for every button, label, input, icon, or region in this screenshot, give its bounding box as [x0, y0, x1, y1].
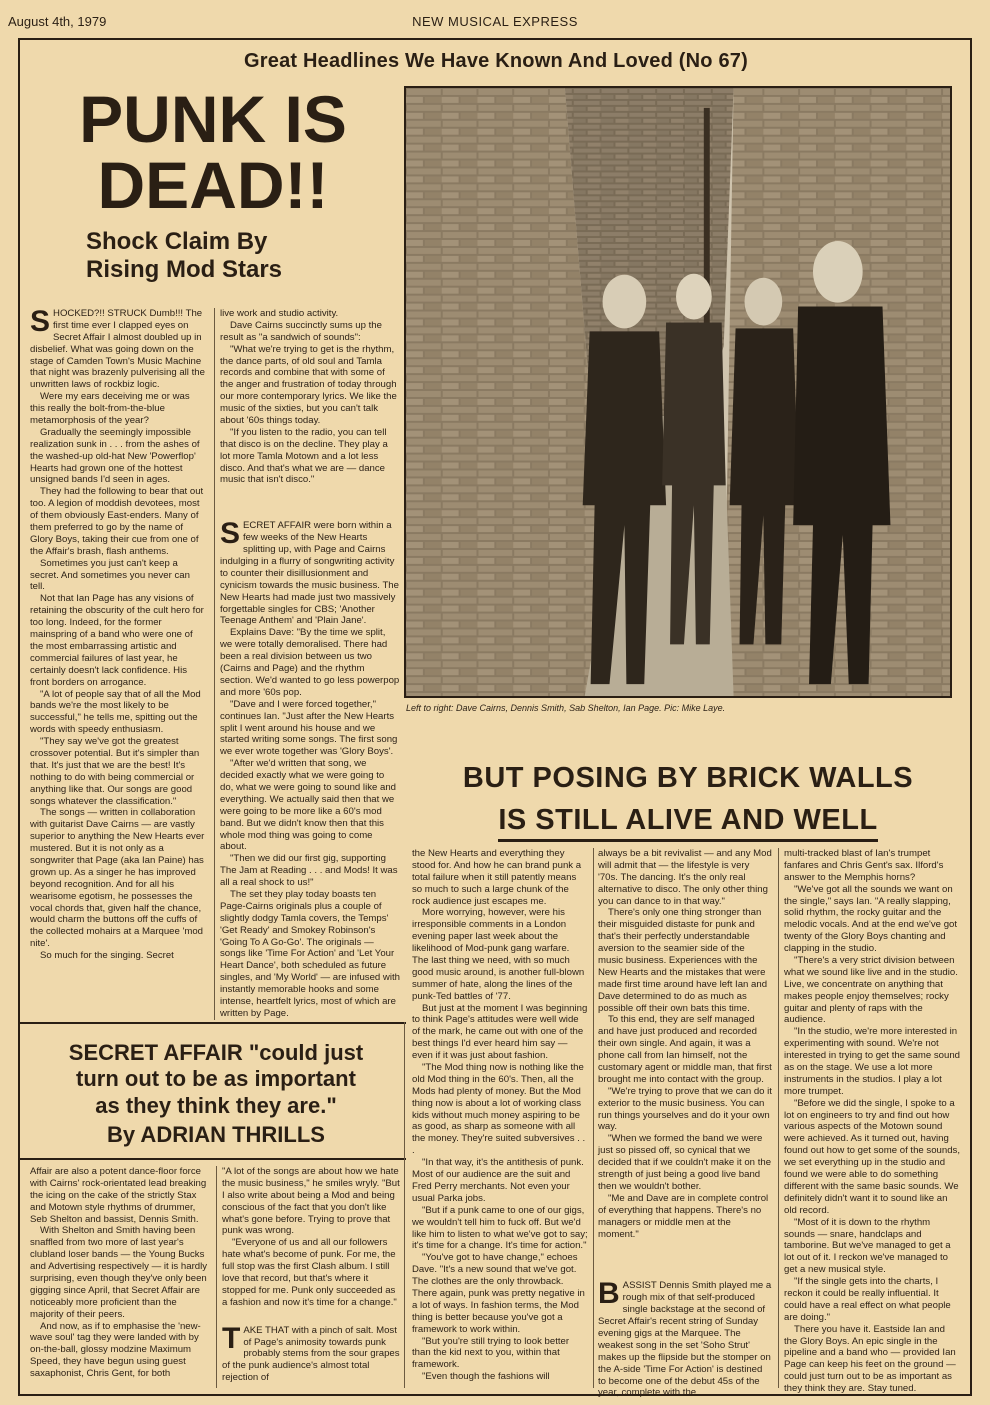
col7-section-start: TAKE THAT with a pinch of salt. Most of Page's animosity towards punk probably stems from the sour grapes of the punk audience's almost total rejection of	[222, 1321, 400, 1384]
column-divider	[214, 308, 215, 1020]
photo-caption: Left to right: Dave Cairns, Dennis Smith, Sab Shelton, Ian Page. Pic: Mike Laye.	[406, 703, 726, 713]
band-photo-image	[406, 88, 950, 696]
sub-headline-line1: Shock Claim By	[86, 228, 268, 255]
col3-paragraph: "Even though the fashions will	[422, 1371, 550, 1383]
col6-paragraph: Affair are also a potent dance-floor force with Cairns' rock-orientated lead breaking the icing on the cake of the strictly Stax and Motown style rhythms of drummer, Seb Shelton and bassist, Dennis Smith.	[30, 1166, 207, 1225]
byline: By ADRIAN THRILLS	[107, 1122, 325, 1147]
col4-paragraph: "Me and Dave are in complete control of everything that happens. There's no managers or middle men at the moment."	[598, 1192, 769, 1240]
main-headline-line1: PUNK IS	[79, 82, 347, 156]
col4-section-start: BASSIST Dennis Smith played me a rough mix of that self-produced single backstage at the second of Secret Affair's recent string of Sunday evening gigs at the Marquee. The weakest song in the set 'Soho Strut' makes up the flipside but the stomper on the A-side 'Time For Action' is destined to become one of the debut 45s of the year, complete with the	[598, 1277, 772, 1399]
col1-paragraph: "A lot of people say that of all the Mod bands we're the most likely to be successful," he tells me, spitting out the words with speedy enthusiasm.	[30, 688, 201, 736]
col2-paragraph: Dave Cairns succinctly sums up the result as "a sandwich of sounds":	[220, 319, 382, 343]
col2-paragraph: live work and studio activity.	[220, 308, 339, 319]
article-column-2	[220, 308, 400, 1020]
col1-paragraph: "They say we've got the greatest crossover potential. But it's simpler than that. It's just that we are the best! It's nothing to do with being commercial or anything like that. Our songs are good songs whatever the classification."	[30, 736, 200, 807]
article-column-3	[412, 848, 588, 1383]
col2-dropcap: S	[220, 517, 241, 551]
sidebar-headline-line2: turn out to be as important	[76, 1066, 356, 1092]
issue-date: August 4th, 1979	[8, 14, 107, 29]
col2-paragraph: "Then we did our first gig, supporting The Jam at Reading . . . and Mods! It was all a real shock to us!"	[220, 853, 398, 889]
col5-paragraph: "We've got all the sounds we want on the single," says Ian. "A really slapping, solid rhythm, the rocky guitar and the melodic vocals. And at the end we've got twenty of the Glory Boys chanting and clapping in the studio.	[784, 883, 958, 955]
col1-paragraph: So much for the singing. Secret	[40, 950, 174, 962]
col1-paragraph: The songs — written in collaboration with guitarist Dave Cairns — are vastly superior to anything the New Hearts ever mustered. But it is not only as a songwriter that Page (aka Ian Paine) has grown up. As a singer he has improved beyond recognition. And for all his wearisome egotism, he possesses the vocal chords that, given half the chance, would charm the buttons off the cuffs of the collected mohairs at a Marquee 'mod nite'.	[30, 807, 205, 950]
col1-paragraph-1: SHOCKED?!! STRUCK Dumb!!! The first time ever I clapped eyes on Secret Affair I almost doubled up in disbelief. What was going down on the stage of Camden Town's Music Machine that night was brazenly pulverising all the unwritten laws of rockbiz logic.	[30, 305, 205, 391]
col6-paragraph: With Shelton and Smith having been snaffled from two more of last year's clubland loser bands — the Young Bucks and Advertising respectively — it is hardly surprising, even though they've only been gigging since April, that Secret Affair are noticeably more proficient than the majority of their peers.	[30, 1225, 208, 1320]
col3-paragraph: "The Mod thing now is nothing like the old Mod thing in the 60's. Then, all the Mods had plenty of money. But the Mod thing now is about a lot of working class kids without much money aspiring to be as good, as sharp as someone with all the money. They're suited subversives . . .	[412, 1062, 586, 1157]
column-divider	[593, 848, 594, 1388]
kicker-headline: Great Headlines We Have Known And Loved (No 67)	[244, 50, 748, 72]
article-column-6	[30, 1166, 210, 1380]
col2-section-start: SECRET AFFAIR were born within a few weeks of the New Hearts splitting up, with Page and Cairns indulging in a flurry of songwriting activity to counter their disillusionment and cynicism towards the music business. The New Hearts had made just two massively forgettable singles for CBS; 'Another Teenage Anthem' and 'Plain Jane'.	[220, 517, 399, 627]
col5-paragraph: "If the single gets into the charts, I reckon it could be really influential. It could have a real effect on what people are doing."	[784, 1276, 951, 1323]
col2-paragraph: "What we're trying to get is the rhythm, the dance parts, of old soul and Tamla records and combine that with some of the anger and frustration of today through our more contemporary lyrics. We like the music of the sixties, but you can't talk about '60s things today.	[220, 343, 397, 427]
col7-dropcap: T	[222, 1321, 241, 1355]
band-photo	[404, 86, 952, 698]
main-headline	[30, 82, 396, 222]
article-column-7	[222, 1166, 400, 1384]
col4-paragraph: "We're trying to prove that we can do it exterior to the music business. You can run things yourselves and do it your own way.	[598, 1085, 772, 1133]
col2-paragraph: "Dave and I were forced together," continues Ian. "Just after the New Hearts split I went around his house and we started writing some songs. The first song we ever wrote together was 'Glory Boys'.	[220, 698, 398, 758]
article-column-1	[30, 305, 206, 962]
column-divider	[778, 848, 779, 1388]
sidebar-right-border	[404, 1022, 405, 1388]
main-headline-line2: DEAD!!	[97, 148, 329, 222]
col1-paragraph: Sometimes you just can't keep a secret. And sometimes you never can tell.	[30, 557, 190, 593]
secondary-headline	[408, 760, 968, 842]
column-divider	[216, 1166, 217, 1388]
article-column-4	[598, 848, 772, 1399]
col2-paragraph: The set they play today boasts ten Page-Cairns originals plus a couple of slightly dodgy Tamla covers, the Temps' 'Get Ready' and Smokey Robinson's 'Going To A Go-Go'. The originals — songs like 'Time For Action' and 'Let Your Heart Dance', both scheduled as future singles, and 'My World' — are infused with instantly memorable hooks and some intense, heartfelt lyrics, most of which are written by Page.	[220, 888, 400, 1019]
sidebar-bottom-rule	[20, 1158, 406, 1160]
col7-paragraph: "Everyone of us and all our followers hate what's become of punk. For me, the full stop was the first Clash album. I still love that record, but that's where it stopped for me. Punk only succeeded as a fashion and now it's time for a change."	[222, 1237, 397, 1308]
col2-paragraph: Explains Dave: "By the time we split, we were totally demoralised. There had been a real division between us two (Cairns and Page) and the rhythm section. We'd wanted to go less powerpop and more '60s pop.	[220, 627, 400, 698]
col1-paragraph: Gradually the seemingly impossible realization sunk in . . . from the ashes of the washed-up old-hat New 'Powerflop' Hearts had grown one of the hottest unsigned bands I'd seen in ages.	[30, 426, 200, 486]
col3-paragraph: But just at the moment I was beginning to think Page's attitudes were well wide of the mark, he came out with one of the best things I'd ever heard him say — even if it was just about fashion.	[412, 1002, 588, 1062]
col5-paragraph: "Before we did the single, I spoke to a lot on engineers to try and find out how various aspects of the Motown sound were achieved. As it turned out, having found out how to get some of the sounds, we set everything up in the studio and found we were able to do something different with the same basic sounds. We definitely didn't want it to sound like an old record.	[784, 1097, 961, 1216]
col5-paragraph: "Most of it is down to the rhythm sounds — snare, handclaps and tamborine. But we've managed to get a lot out of it. I reckon we've managed to get a new musical style.	[784, 1216, 951, 1276]
col3-paragraph: "But you're still trying to look better than the kid next to you, within that framework.	[412, 1335, 570, 1371]
secondary-headline-line1: BUT POSING BY BRICK WALLS	[462, 762, 914, 794]
col7-paragraph: "A lot of the songs are about how we hate the music business," he smiles wryly. "But I also write about being a Mod and being conscious of the fact that you don't like what's gone before. Trying to prove that punk was wrong.	[222, 1166, 400, 1237]
col3-paragraph: "But if a punk came to one of our gigs, we wouldn't tell him to fuck off. But we'd like him to listen to what we've got to say; it's time for a change. It's time for action."	[412, 1204, 588, 1252]
col4-paragraph: always be a bit revivalist — and any Mod will admit that — the lifestyle is very '70s. The dancing. It's the only real alternative to disco. The only other thing you can dance to in that way."	[598, 848, 772, 907]
sub-headline-line2: Rising Mod Stars	[86, 255, 283, 283]
col4-paragraph: There's only one thing stronger than their misguided distaste for punk and that's their perfectly understandable aversion to the seamier side of the music business. Experiences with the New Hearts and the mistakes that were made first time around have left Ian and Dave determined to do as much as possible off their own bats this time.	[598, 907, 768, 1014]
col2-paragraph: "If you listen to the radio, you can tell that disco is on the decline. They play a lot more Tamla Motown and a lot less disco. And that's what we are — dance music that isn't disco."	[220, 426, 388, 486]
col1-paragraph: Not that Ian Page has any visions of retaining the obscurity of the cult hero for too long. Indeed, for the former mainspring of a band who were one of the most embarrassing artistic and commercial failures of last year, he certainly doesn't lack confidence. His front borders on arrogance.	[30, 593, 204, 688]
sub-headline	[86, 228, 386, 283]
col5-paragraph: "In the studio, we're more interested in experimenting with sound. We're not interested in trying to get the same sound as on the stage. We use a lot more instruments in the studios. I play a lot more trumpet.	[784, 1026, 960, 1097]
sidebar-headline-line1: SECRET AFFAIR "could just	[68, 1040, 364, 1065]
col5-paragraph: "There's a very strict division between what we sound like live and in the studio. Live, we concentrate on anything that makes people enjoy themselves; rocky guitar and plenty of raps with the audience.	[784, 955, 958, 1026]
secondary-headline-line2: IS STILL ALIVE AND WELL	[498, 802, 877, 843]
col4-dropcap: B	[598, 1277, 620, 1311]
col6-paragraph: And now, as if to emphasise the 'new-wave soul' tag they were landed with by on-the-ball, glossy modzine Maximum Speed, they have begun using guest saxaphonist, Chris Gent, for both	[30, 1320, 201, 1380]
publication-name: NEW MUSICAL EXPRESS	[412, 14, 578, 29]
col3-paragraph: the New Hearts and everything they stood for. And how he can brand punk a total failure when it still patently means so much to such a large chunk of the rock audience just escapes me.	[412, 848, 582, 907]
col5-paragraph: multi-tracked blast of Ian's trumpet fanfares and Chris Gent's sax. Ilford's answer to the Memphis horns?	[784, 848, 944, 883]
masthead	[0, 0, 990, 34]
col1-paragraph: Were my ears deceiving me or was this really the bolt-from-the-blue metamorphosis of the year?	[30, 391, 190, 427]
col5-paragraph: There you have it. Eastside Ian and the Glory Boys. An epic single in the pipeline and a band who — provided Ian Page can keep his feet on the ground — could just turn out to be as important as they think they are. Stay tuned.	[784, 1323, 956, 1395]
article-column-5	[784, 848, 960, 1395]
col1-paragraph: They had the following to bear that out too. A legion of moddish devotees, most of them obviously East-enders. Many of them preferred to go by the name of Glory Boys, taking their cue from one of the Affair's brash, flash anthems.	[30, 486, 204, 557]
col4-paragraph: To this end, they are self managed and have just produced and recorded their own single. And again, it was a phone call from Ian himself, not the customary agent or middle man, that first brought me into contact with the group.	[598, 1014, 772, 1085]
col3-paragraph: More worrying, however, were his irresponsible comments in a London evening paper last week about the likelihood of Mod-punk gang warfare. The last thing we need, with so much good music around, is another full-blown summer of hate, along the lines of the punk-Ted battles of '77.	[412, 907, 585, 1002]
col4-paragraph: "When we formed the band we were just so pissed off, so cynical that we decided that if we couldn't make it on the strength of just being a good live band then we wouldn't bother.	[598, 1133, 772, 1192]
col3-paragraph: "In that way, it's the antithesis of punk. Most of our audience are the suit and Fred Perry merchants. Not even your usual Parka jobs.	[412, 1157, 584, 1204]
sidebar-headline	[28, 1040, 404, 1119]
col2-paragraph: "After we'd written that song, we decided exactly what we were going to do, what we were going to sound like and everything. We actually said then that we were going to be more like a 60's mod band. But we didn't know then that this whole mod thing was going to come about.	[220, 758, 396, 853]
sidebar-top-rule	[20, 1022, 406, 1024]
sidebar-headline-line3: as they think they are."	[95, 1092, 337, 1118]
col3-paragraph: "You've got to have change," echoes Dave. "It's a new sound that we've got. The clothes are the only throwback. There again, punk was pretty negative in a lot of ways. In fashion terms, the Mod thing is better because you've got a framework to work within.	[412, 1252, 585, 1335]
col1-dropcap: S	[30, 305, 51, 338]
